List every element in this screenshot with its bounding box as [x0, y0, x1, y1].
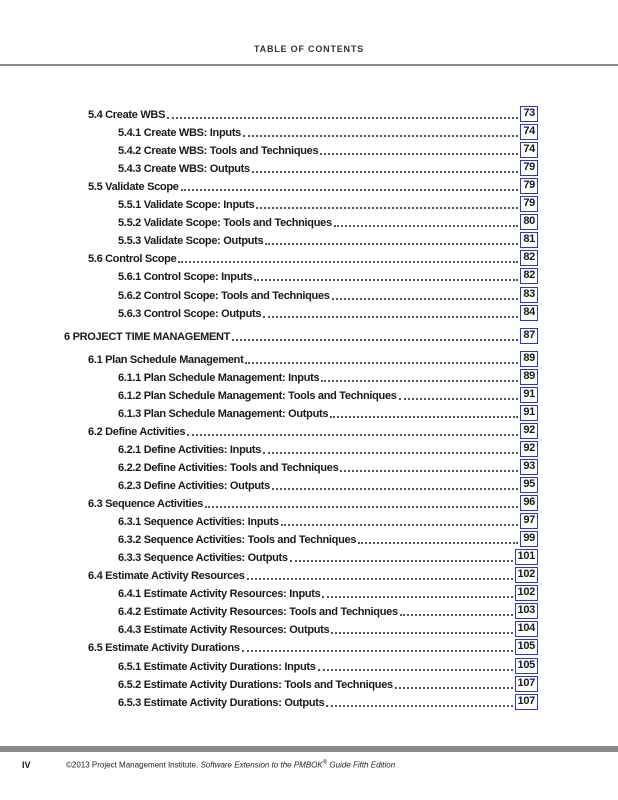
dot-leader	[187, 434, 518, 436]
toc-page-link[interactable]: 107	[515, 694, 538, 710]
toc-page-link[interactable]: 93	[520, 459, 538, 475]
toc-page-link[interactable]: 82	[520, 250, 538, 266]
toc-entry[interactable]	[118, 439, 538, 457]
toc-entry-title: 5.5 Validate Scope	[88, 181, 179, 194]
dot-leader	[330, 416, 518, 418]
toc-entry[interactable]	[118, 194, 538, 212]
toc-entry-title: 6.2.2 Define Activities: Tools and Techniques	[118, 461, 339, 474]
dot-leader	[167, 117, 518, 119]
dot-leader	[290, 560, 513, 562]
toc-entry[interactable]	[118, 511, 538, 529]
dot-leader	[321, 380, 518, 382]
toc-entry-title: 6.5.3 Estimate Activity Durations: Outputs	[118, 696, 325, 709]
footer-copyright	[66, 760, 395, 770]
toc-page-link[interactable]: 79	[520, 160, 538, 176]
dot-leader	[331, 632, 512, 634]
toc-entry-title: 6 PROJECT TIME MANAGEMENT	[64, 330, 231, 343]
toc-entry[interactable]	[118, 547, 538, 565]
toc-entry[interactable]	[88, 104, 538, 122]
toc-entry-title: 6.2.1 Define Activities: Inputs	[118, 443, 262, 456]
toc-entry[interactable]	[118, 656, 538, 674]
dot-leader	[263, 316, 518, 318]
dot-leader	[263, 452, 518, 454]
header-divider	[0, 64, 618, 66]
dot-leader	[400, 614, 513, 616]
toc-entry-title: 6.1.3 Plan Schedule Management: Outputs	[118, 407, 329, 420]
dot-leader	[256, 207, 518, 209]
toc-entry[interactable]	[118, 285, 538, 303]
toc-page-link[interactable]: 104	[515, 621, 538, 637]
toc-entry-title: 6.3.1 Sequence Activities: Inputs	[118, 516, 279, 529]
toc-entry[interactable]	[88, 493, 538, 511]
dot-leader	[252, 171, 519, 173]
dot-leader	[395, 687, 513, 689]
toc-page-link[interactable]: 91	[520, 387, 538, 403]
toc-entry-title: 5.4.3 Create WBS: Outputs	[118, 163, 250, 176]
toc-page-link[interactable]: 96	[520, 495, 538, 511]
dot-leader	[340, 470, 518, 472]
toc-entry[interactable]	[118, 230, 538, 248]
toc-entry-title: 5.4 Create WBS	[88, 109, 166, 121]
book-title: Software Extension to the PMBOK	[200, 760, 323, 770]
toc-entry-title: 5.4.1 Create WBS: Inputs	[118, 127, 241, 140]
toc-entry[interactable]	[118, 140, 538, 158]
toc-page-link[interactable]: 89	[520, 351, 538, 367]
toc-entry-title: 6.2.3 Define Activities: Outputs	[118, 480, 270, 492]
toc-entry[interactable]	[88, 637, 538, 655]
toc-entry[interactable]	[118, 674, 538, 692]
toc-entry[interactable]	[118, 583, 538, 601]
toc-entry[interactable]	[118, 601, 538, 619]
dot-leader	[326, 705, 512, 707]
toc-page-link[interactable]: 102	[515, 567, 538, 583]
dot-leader	[281, 524, 519, 526]
toc-page-link[interactable]: 81	[520, 232, 538, 248]
toc-entry[interactable]	[88, 349, 538, 367]
toc-entry[interactable]	[118, 475, 538, 493]
toc-entry-title: 6.4.1 Estimate Activity Resources: Inputs	[118, 588, 321, 601]
toc-entry-title: 5.5.2 Validate Scope: Tools and Techniques	[118, 217, 332, 230]
toc-entry-title: 6.3.2 Sequence Activities: Tools and Techniques	[118, 534, 357, 547]
toc-entry-title: 5.6 Control Scope	[88, 253, 177, 266]
toc-page-link[interactable]: 102	[515, 585, 538, 601]
dot-leader	[265, 243, 518, 245]
registered-mark: ®	[322, 760, 328, 766]
toc-page-link[interactable]: 91	[520, 405, 538, 421]
toc-page-link[interactable]: 74	[520, 142, 538, 158]
toc-entry-title: 6.3 Sequence Activities	[88, 498, 203, 511]
toc-entry[interactable]	[118, 385, 538, 403]
toc-page-link[interactable]: 73	[520, 106, 538, 122]
toc-entry[interactable]	[88, 248, 538, 266]
footer-divider	[0, 746, 618, 752]
toc-entry[interactable]	[118, 367, 538, 385]
toc-page-link[interactable]: 92	[520, 441, 538, 457]
page-header-title: TABLE OF CONTENTS	[254, 44, 364, 54]
toc-entry[interactable]	[118, 266, 538, 284]
dot-leader	[178, 261, 518, 263]
toc-page-link[interactable]: 99	[520, 531, 538, 547]
page-number-folio: IV	[22, 760, 31, 770]
toc-entry[interactable]	[118, 529, 538, 547]
toc-entry[interactable]	[118, 619, 538, 637]
toc-entry[interactable]	[118, 403, 538, 421]
toc-entry[interactable]	[118, 122, 538, 140]
toc-entry-title: 5.6.1 Control Scope: Inputs	[118, 271, 253, 284]
dot-leader	[232, 339, 518, 341]
dot-leader	[320, 153, 518, 155]
toc-chapter-entry[interactable]	[64, 326, 538, 344]
dot-leader	[181, 189, 519, 191]
dot-leader	[247, 578, 513, 580]
toc-page-link[interactable]: 105	[515, 639, 538, 655]
toc-page-link[interactable]: 74	[520, 124, 538, 140]
dot-leader	[358, 542, 518, 544]
toc-entry-title: 5.6.3 Control Scope: Outputs	[118, 307, 262, 320]
dot-leader	[322, 596, 512, 598]
toc-entry[interactable]	[118, 692, 538, 710]
toc-entry[interactable]	[88, 421, 538, 439]
toc-entry[interactable]	[88, 176, 538, 194]
toc-page-link[interactable]: 83	[520, 287, 538, 303]
toc-entry-title: 6.4 Estimate Activity Resources	[88, 570, 245, 583]
toc-entry-title: 6.5.1 Estimate Activity Durations: Inputs	[118, 660, 316, 673]
toc-entry-title: 6.2 Define Activities	[88, 425, 186, 438]
dot-leader	[272, 488, 518, 490]
dot-leader	[334, 225, 519, 227]
toc-entry-title: 6.1.2 Plan Schedule Management: Tools and Techniques	[118, 389, 397, 402]
toc-entry-title: 6.4.3 Estimate Activity Resources: Outputs	[118, 624, 330, 637]
dot-leader	[254, 279, 518, 281]
toc-page-link[interactable]: 89	[520, 369, 538, 385]
toc-entry[interactable]	[118, 158, 538, 176]
toc-entry[interactable]	[118, 212, 538, 230]
toc-page-link[interactable]: 79	[520, 196, 538, 212]
dot-leader	[399, 398, 519, 400]
toc-page-link[interactable]: 79	[520, 178, 538, 194]
dot-leader	[245, 362, 518, 364]
toc-entry-title: 6.5 Estimate Activity Durations	[88, 642, 240, 655]
dot-leader	[332, 298, 519, 300]
toc-entry-title: 6.4.2 Estimate Activity Resources: Tools and Techniques	[118, 606, 398, 619]
toc-entry[interactable]	[118, 457, 538, 475]
toc-page-link[interactable]: 101	[515, 549, 538, 565]
toc-entry-title: 5.5.3 Validate Scope: Outputs	[118, 235, 264, 248]
dot-leader	[243, 135, 518, 137]
toc-entry-title: 5.5.1 Validate Scope: Inputs	[118, 199, 255, 212]
toc-entry[interactable]	[118, 303, 538, 321]
toc-page-link[interactable]: 80	[520, 214, 538, 230]
toc-page-link[interactable]: 103	[515, 603, 538, 619]
toc-page-link[interactable]: 82	[520, 268, 538, 284]
book-suffix: Guide Fifth Edition	[329, 760, 396, 770]
toc-page-link[interactable]: 105	[515, 658, 538, 674]
toc-page-link[interactable]: 107	[515, 676, 538, 692]
toc-page-link[interactable]: 87	[520, 328, 538, 344]
toc-page-link[interactable]: 95	[520, 477, 538, 493]
copyright-text: ©2013 Project Management Institute.	[66, 760, 199, 770]
toc-page-link[interactable]: 97	[520, 513, 538, 529]
toc-page-link[interactable]: 84	[520, 305, 538, 321]
toc-entry-title: 6.1 Plan Schedule Management	[88, 353, 244, 366]
toc-entry-title: 5.6.2 Control Scope: Tools and Techniques	[118, 289, 330, 302]
dot-leader	[205, 506, 518, 508]
toc-entry-title: 6.5.2 Estimate Activity Durations: Tools and Techniques	[118, 678, 393, 691]
dot-leader	[318, 669, 513, 671]
dot-leader	[242, 650, 513, 652]
toc-entry-title: 6.1.1 Plan Schedule Management: Inputs	[118, 371, 320, 384]
toc-entry[interactable]	[88, 565, 538, 583]
toc-page-link[interactable]: 92	[520, 423, 538, 439]
toc-entry-title: 6.3.3 Sequence Activities: Outputs	[118, 552, 288, 565]
toc-entry-title: 5.4.2 Create WBS: Tools and Techniques	[118, 145, 319, 158]
